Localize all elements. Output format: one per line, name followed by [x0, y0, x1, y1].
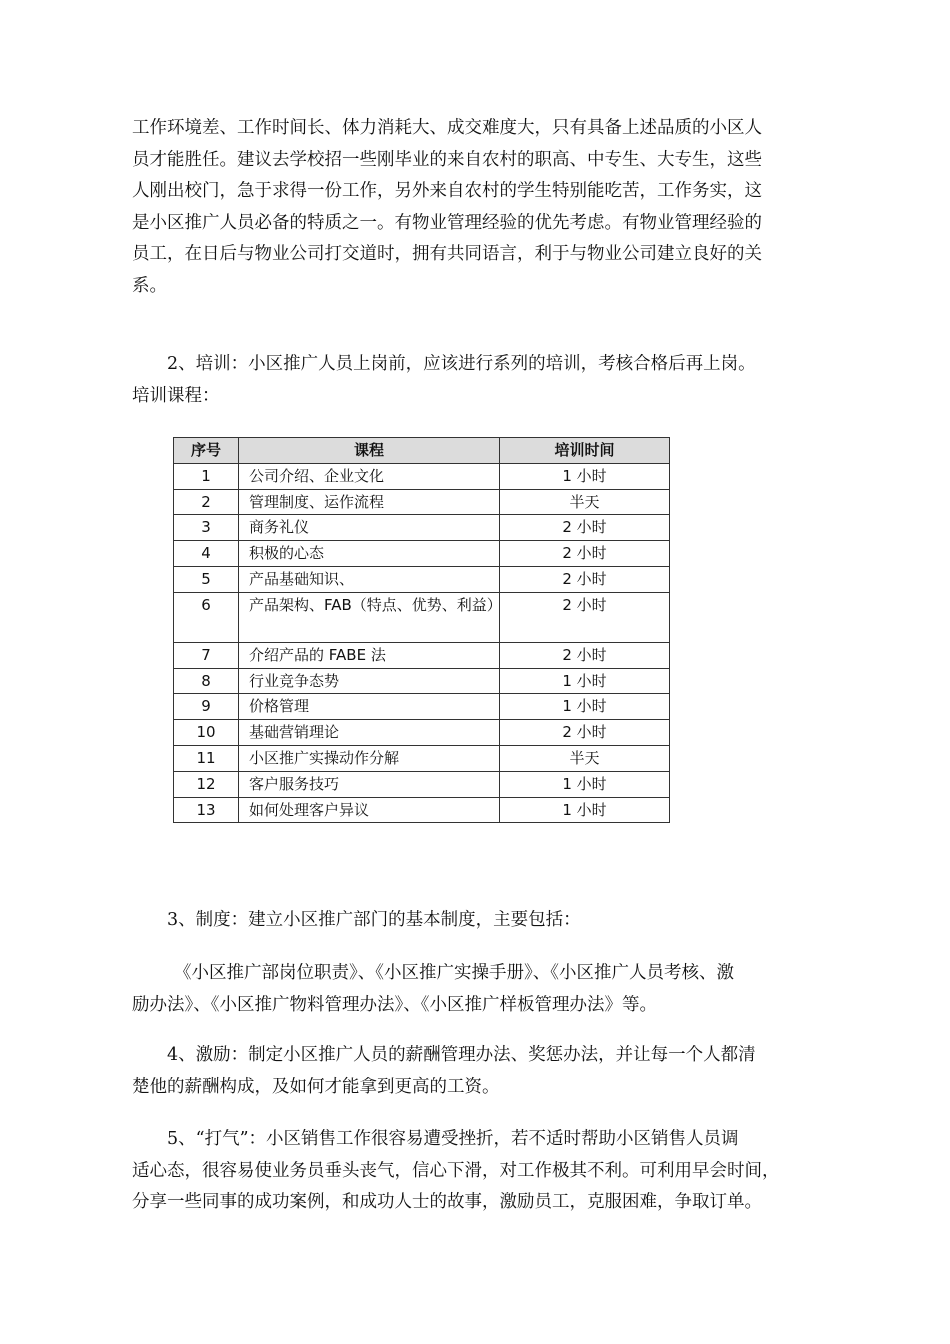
- table-row: [174, 463, 670, 489]
- cell-number: 9: [174, 694, 239, 720]
- cell-number: 11: [174, 745, 239, 771]
- cell-time: 1 小时: [500, 797, 670, 823]
- paragraph-system: [132, 905, 822, 937]
- paragraph-training: [132, 349, 822, 412]
- paragraph-motivation: [132, 1124, 822, 1219]
- paragraph-system-documents: [132, 958, 822, 1021]
- cell-number: 10: [174, 720, 239, 746]
- cell-time: 2 小时: [500, 541, 670, 567]
- text-line: 楚他的薪酬构成，及如何才能拿到更高的工资。: [132, 1076, 500, 1097]
- table-row: [174, 642, 670, 668]
- table-row: [174, 797, 670, 823]
- cell-number: 1: [174, 463, 239, 489]
- cell-course: 如何处理客户异议: [239, 797, 500, 823]
- cell-time: 1 小时: [500, 694, 670, 720]
- cell-course: 管理制度、运作流程: [239, 489, 500, 515]
- cell-number: 12: [174, 771, 239, 797]
- text-line: 工作环境差、工作时间长、体力消耗大、成交难度大，只有具备上述品质的小区人: [132, 118, 762, 138]
- cell-number: 4: [174, 541, 239, 567]
- cell-course: 公司介绍、企业文化: [239, 463, 500, 489]
- cell-time: 2 小时: [500, 720, 670, 746]
- cell-number: 2: [174, 489, 239, 515]
- text-line: 系。: [132, 275, 167, 296]
- table-row: [174, 489, 670, 515]
- paragraph-recruitment-continued: [132, 113, 822, 302]
- table-row: [174, 541, 670, 567]
- cell-time: 2 小时: [500, 566, 670, 592]
- cell-course: 介绍产品的 FABE 法: [239, 642, 500, 668]
- table-row: [174, 771, 670, 797]
- cell-time: 半天: [500, 489, 670, 515]
- text-line: 2、培训：小区推广人员上岗前，应该进行系列的培训，考核合格后再上岗。: [167, 354, 756, 374]
- cell-number: 8: [174, 668, 239, 694]
- text-line: 3、制度：建立小区推广部门的基本制度，主要包括：: [167, 910, 581, 930]
- training-course-table: [173, 437, 670, 823]
- paragraph-incentive: [132, 1040, 822, 1103]
- cell-number: 6: [174, 592, 239, 642]
- cell-course: 产品基础知识、: [239, 566, 500, 592]
- table-row: [174, 515, 670, 541]
- header-number: 序号: [174, 438, 239, 464]
- text-line: 4、激励：制定小区推广人员的薪酬管理办法、奖惩办法，并让每一个人都清: [167, 1045, 756, 1065]
- text-line: 分享一些同事的成功案例，和成功人士的故事，激励员工，克服困难，争取订单。: [132, 1192, 762, 1212]
- text-line: 适心态，很容易使业务员垂头丧气，信心下滑，对工作极其不利。可利用早会时间，: [132, 1160, 780, 1181]
- cell-course: 商务礼仪: [239, 515, 500, 541]
- table-row: [174, 720, 670, 746]
- text-line: 5、“打气”：小区销售工作很容易遭受挫折，若不适时帮助小区销售人员调: [167, 1129, 739, 1149]
- table-row: [174, 745, 670, 771]
- cell-number: 13: [174, 797, 239, 823]
- cell-course: 客户服务技巧: [239, 771, 500, 797]
- header-course: 课程: [239, 438, 500, 464]
- cell-course: 产品架构、FAB（特点、优势、利益）: [239, 592, 500, 642]
- header-time: 培训时间: [500, 438, 670, 464]
- cell-time: 1 小时: [500, 668, 670, 694]
- table-row: [174, 566, 670, 592]
- text-line: 《小区推广部岗位职责》、《小区推广实操手册》、《小区推广人员考核、激: [174, 963, 734, 983]
- cell-time: 2 小时: [500, 642, 670, 668]
- cell-time: 1 小时: [500, 771, 670, 797]
- text-line: 员工，在日后与物业公司打交道时，拥有共同语言，利于与物业公司建立良好的关: [132, 244, 762, 264]
- table-row: [174, 668, 670, 694]
- text-line: 员才能胜任。建议去学校招一些刚毕业的来自农村的职高、中专生、大专生，这些: [132, 149, 762, 170]
- cell-number: 3: [174, 515, 239, 541]
- text-line: 是小区推广人员必备的特质之一。有物业管理经验的优先考虑。有物业管理经验的: [132, 212, 762, 233]
- cell-course: 基础营销理论: [239, 720, 500, 746]
- text-line: 励办法》、《小区推广物料管理办法》、《小区推广样板管理办法》等。: [132, 994, 657, 1015]
- cell-number: 5: [174, 566, 239, 592]
- cell-time: 2 小时: [500, 592, 670, 642]
- table-row: [174, 694, 670, 720]
- cell-time: 2 小时: [500, 515, 670, 541]
- cell-number: 7: [174, 642, 239, 668]
- cell-time: 1 小时: [500, 463, 670, 489]
- cell-course: 价格管理: [239, 694, 500, 720]
- cell-time: 半天: [500, 745, 670, 771]
- table-row: [174, 592, 670, 642]
- text-line: 培训课程：: [132, 385, 220, 406]
- text-line: 人刚出校门，急于求得一份工作，另外来自农村的学生特别能吃苦，工作务实，这: [132, 181, 762, 201]
- cell-course: 小区推广实操动作分解: [239, 745, 500, 771]
- cell-course: 积极的心态: [239, 541, 500, 567]
- table-header-row: [174, 438, 670, 464]
- cell-course: 行业竞争态势: [239, 668, 500, 694]
